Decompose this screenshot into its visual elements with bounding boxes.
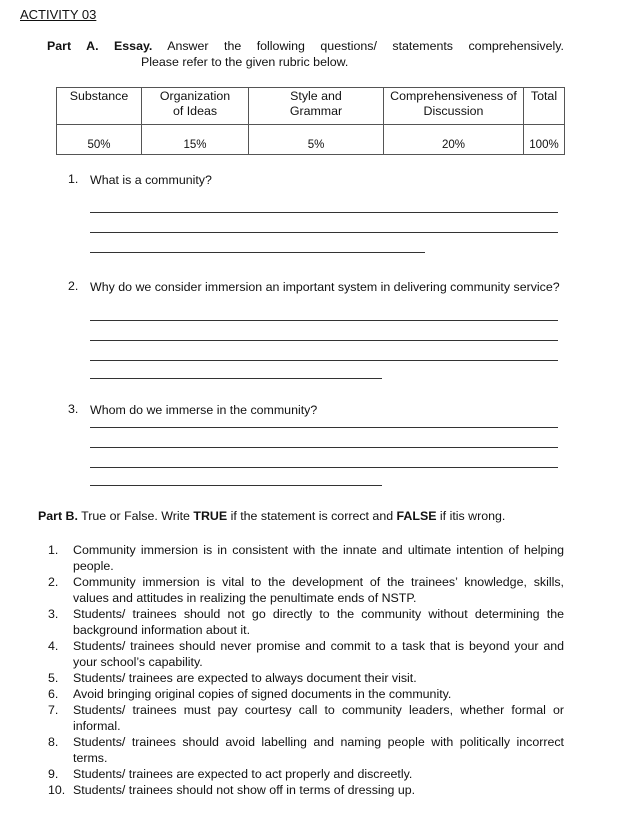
answer-line[interactable] [90,427,558,428]
answer-line[interactable] [90,320,558,321]
list-item [48,686,564,702]
answer-line[interactable] [90,447,558,448]
rubric-value: 100% [524,125,565,155]
rubric-value-row [57,125,565,155]
answer-line[interactable] [90,252,425,253]
question-number: 1. [68,172,79,186]
question-3 [68,402,564,418]
part-a-instruction-2: Please refer to the given rubric below. [141,55,349,69]
answer-line[interactable] [90,485,382,486]
question-2 [68,279,564,295]
list-item [48,766,564,782]
answer-line[interactable] [90,340,558,341]
item-text: Avoid bringing original copies of signed documents in the community. [73,687,452,701]
rubric-header: Comprehensiveness of Discussion [384,88,524,125]
item-number: 1. [48,543,59,557]
part-b-text: if itis wrong. [436,509,506,523]
item-number: 4. [48,639,59,653]
part-b-text: True or False. Write [77,509,194,523]
list-item [48,574,564,606]
question-text: Why do we consider immersion an important system in delivering community service? [90,280,560,294]
part-a-instruction [47,39,564,53]
item-number: 5. [48,671,59,685]
rubric-header-row [57,88,565,125]
part-b-label: Part B. [38,509,78,523]
item-number: 8. [48,735,59,749]
true-word: TRUE [193,509,228,523]
item-text: Students/ trainees should not go directly to the community without determining the background information about it. [73,607,564,637]
item-text: Community immersion is in consistent with the innate and ultimate intention of helping people. [73,543,564,573]
list-item [48,542,564,574]
item-number: 10. [48,783,66,797]
item-text: Students/ trainees are expected to act properly and discreetly. [73,767,413,781]
rubric-value: 50% [57,125,142,155]
part-a-text: Answer the following questions/ statements comprehensively. [167,39,564,53]
item-text: Students/ trainees must pay courtesy call to community leaders, whether formal or informal. [73,703,564,733]
part-b-text: if the statement is correct and [227,509,397,523]
question-text: What is a community? [90,173,212,187]
rubric-value: 20% [384,125,524,155]
part-a-label: Part A. Essay. [47,39,153,53]
rubric-header: Substance [57,88,142,125]
question-number: 3. [68,402,79,416]
rubric-header: Style and Grammar [249,88,384,125]
question-number: 2. [68,279,79,293]
item-text: Students/ trainees should not show off in terms of dressing up. [73,783,416,797]
rubric-value: 15% [142,125,249,155]
rubric-header: Organization of Ideas [142,88,249,125]
item-number: 7. [48,703,59,717]
item-text: Community immersion is vital to the development of the trainees’ knowledge, skills, values and attitudes in realizing the penultimate ends of NSTP. [73,575,564,605]
answer-line[interactable] [90,360,558,361]
item-text: Students/ trainees should avoid labelling and naming people with politically incorrect terms. [73,735,564,765]
activity-title: ACTIVITY 03 [20,7,97,22]
list-item [48,670,564,686]
list-item [48,782,564,798]
list-item [48,702,564,734]
list-item [48,734,564,766]
item-number: 6. [48,687,59,701]
answer-line[interactable] [90,378,382,379]
true-false-list [48,542,564,798]
question-1 [68,172,564,188]
false-word: FALSE [396,509,437,523]
answer-line[interactable] [90,232,558,233]
list-item [48,638,564,670]
answer-line[interactable] [90,467,558,468]
part-b-instruction [38,509,505,523]
item-number: 9. [48,767,59,781]
rubric-header: Total [524,88,565,125]
list-item [48,606,564,638]
rubric-value: 5% [249,125,384,155]
rubric-table [56,87,565,155]
answer-line[interactable] [90,212,558,213]
question-text: Whom do we immerse in the community? [90,403,318,417]
item-text: Students/ trainees should never promise and commit to a task that is beyond your and your school’s capability. [73,639,564,669]
item-text: Students/ trainees are expected to always document their visit. [73,671,417,685]
item-number: 2. [48,575,59,589]
item-number: 3. [48,607,59,621]
